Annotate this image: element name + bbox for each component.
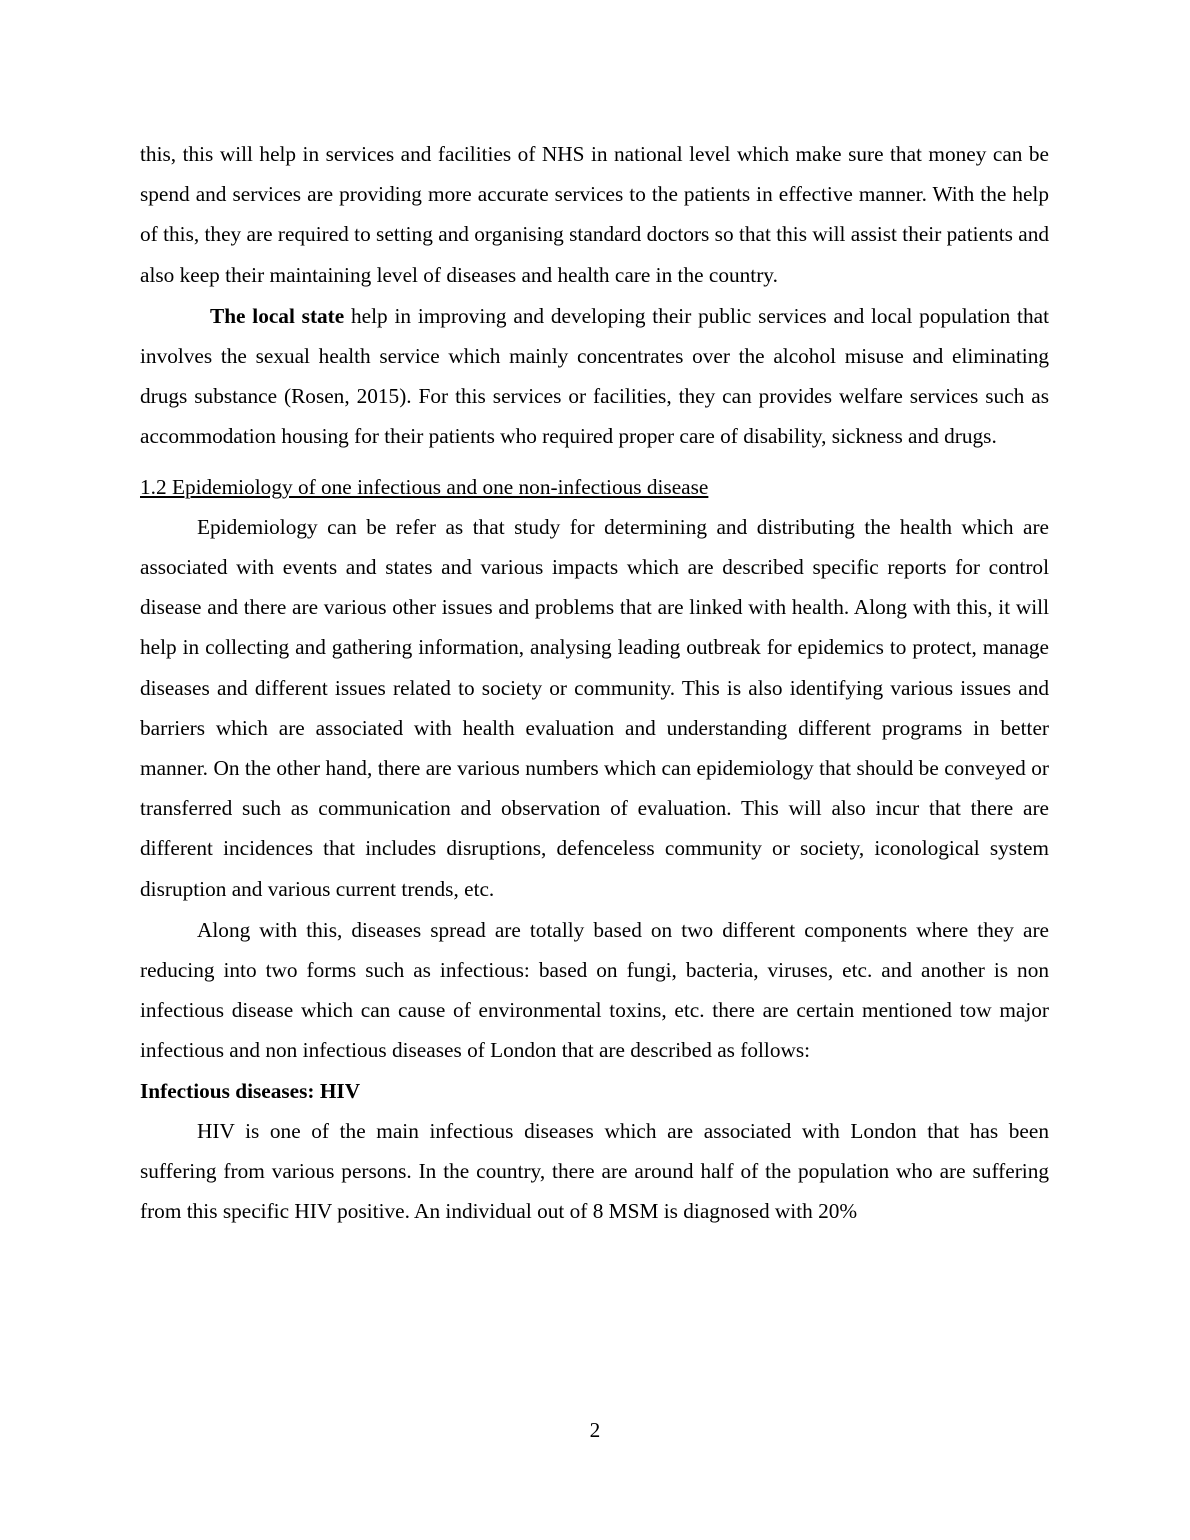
local-state-text: help in improving and developing their public services and local population that involves the sexual health service which mainly concentrates over the alcohol misuse and eliminating drugs substance (Rosen, 2015). For this services or facilities, they can provides welfare services such as accommodation housing for their patients who required proper care of disability, sickness and drugs. <box>140 303 1049 449</box>
page-number: 2 <box>589 1418 601 1442</box>
paragraph-epidemiology-definition: Epidemiology can be refer as that study for determining and distributing the health which are associated with events and states and various impacts which are described specific reports for control disease and there are various other issues and problems that are linked with health. Along with this, it will help in collecting and gathering information, analysing leading outbreak for epidemics to protect, manage diseases and different issues related to society or community. This is also identifying various issues and barriers which are associated with health evaluation and understanding different programs in better manner. On the other hand, there are various numbers which can epidemiology that should be conveyed or transferred such as communication and observation of evaluation. This will also incur that there are different incidences that includes disruptions, defenceless community or society, iconological system disruption and various current trends, etc. <box>140 514 1049 901</box>
paragraph-disease-spread: Along with this, diseases spread are totally based on two different components where they are reducing into two forms such as infectious: based on fungi, bacteria, viruses, etc. and another is non infectious disease which can cause of environmental toxins, etc. there are certain mentioned tow major infectious and non infectious diseases of London that are described as follows: <box>140 917 1049 1063</box>
local-state-bold-lead: The local state <box>210 303 345 328</box>
section-heading-epidemiology: 1.2 Epidemiology of one infectious and one non-infectious disease <box>140 474 709 499</box>
paragraph-nhs-services: this, this will help in services and facilities of NHS in national level which make sure that money can be spend and services are providing more accurate services to the patients in effective manner. With the help of this, they are required to setting and organising standard doctors so that this will assist their patients and also keep their maintaining level of diseases and health care in the country. <box>140 142 1049 287</box>
paragraph-hiv: HIV is one of the main infectious diseases which are associated with London that has been suffering from various persons. In the country, there are around half of the population who are suffering from this specific HIV positive. An individual out of 8 MSM is diagnosed with 20% <box>140 1118 1049 1224</box>
document-body <box>140 134 1049 1231</box>
subheading-infectious-hiv: Infectious diseases: HIV <box>140 1078 361 1103</box>
paragraph-local-state <box>140 296 1049 457</box>
